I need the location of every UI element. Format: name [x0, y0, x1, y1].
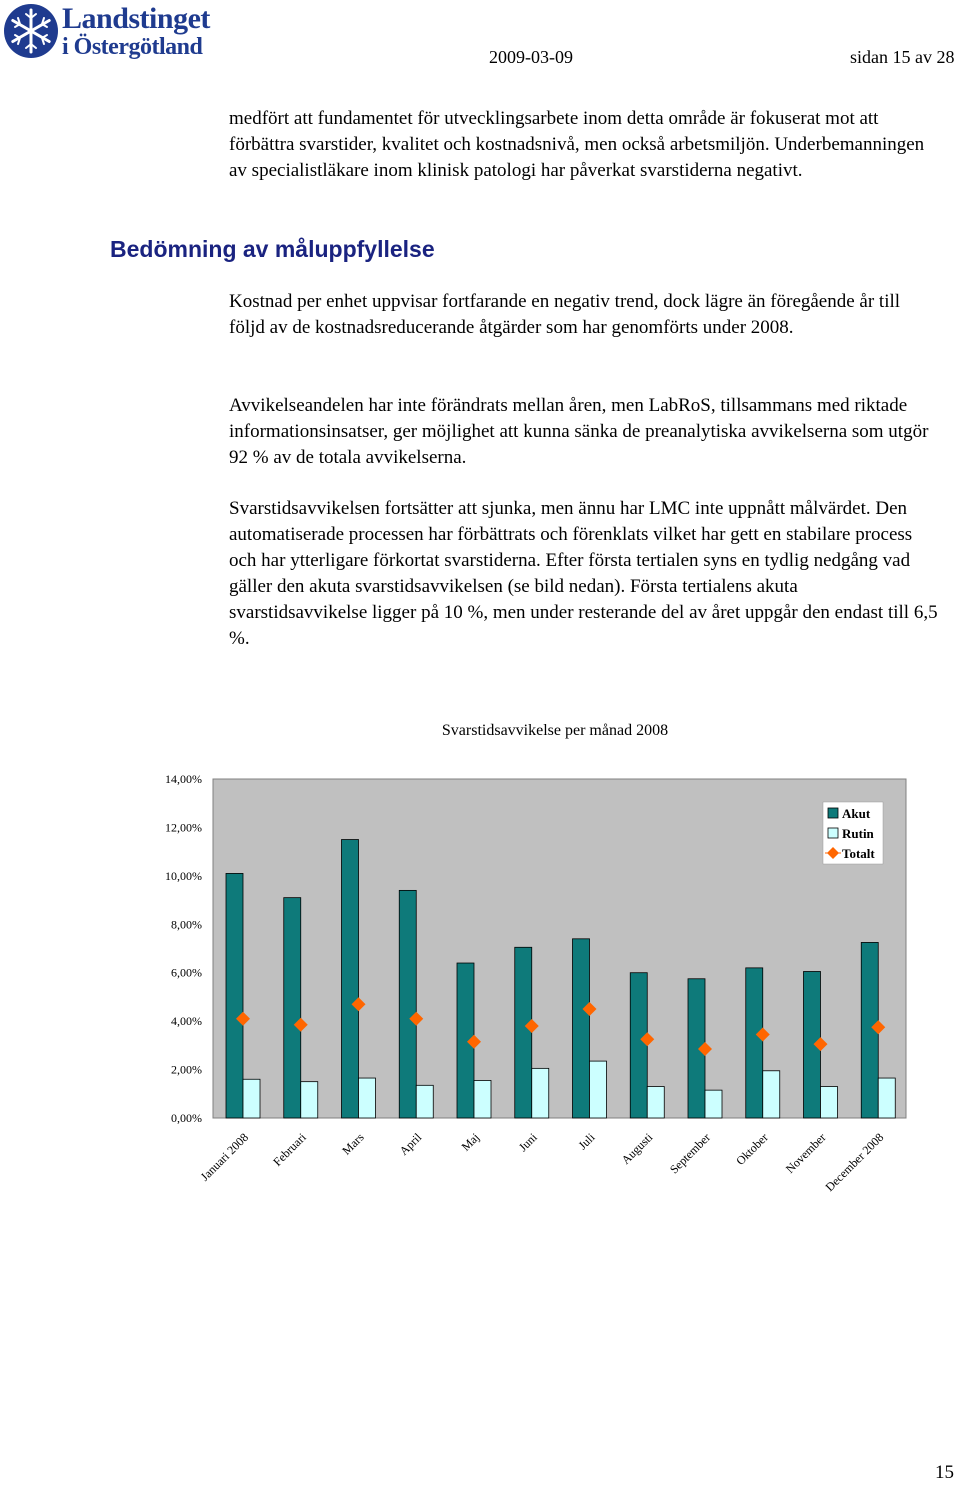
y-tick-label: 6,00% — [171, 965, 202, 980]
x-tick-label: Januari 2008 — [197, 1130, 252, 1184]
legend-rutin-label: Rutin — [842, 826, 874, 841]
bar-rutin — [532, 1068, 549, 1118]
x-tick-label: Februari — [270, 1130, 309, 1169]
chart-title: Svarstidsavvikelse per månad 2008 — [441, 722, 669, 739]
bar-rutin — [878, 1078, 895, 1118]
y-tick-label: 4,00% — [171, 1014, 202, 1029]
y-tick-label: 10,00% — [165, 868, 202, 883]
x-tick-label: Mars — [339, 1130, 367, 1158]
plot-area — [213, 779, 906, 1118]
y-tick-label: 12,00% — [165, 820, 202, 835]
body-paragraph-3: Avvikelseandelen har inte förändrats mellan åren, men LabRoS, tillsammans med riktade informationsinsatser, ger möjlighet att kunna sänka de preanalytiska avvikelserna som utgör 92 % av de totala avvikelserna. — [229, 395, 929, 468]
y-tick-label: 14,00% — [165, 772, 202, 786]
x-tick-label: Augusti — [618, 1130, 656, 1168]
bar-rutin — [647, 1087, 664, 1118]
bar-akut — [515, 947, 532, 1118]
bar-rutin — [243, 1079, 260, 1118]
y-tick-label: 8,00% — [171, 917, 202, 932]
x-tick-label: Juli — [575, 1130, 598, 1153]
legend-totalt-label: Totalt — [842, 846, 875, 861]
logo-text-line2: i Östergötland — [62, 34, 203, 60]
header-date: 2009-03-09 — [489, 47, 573, 67]
body-paragraph-1: medfört att fundamentet för utvecklingsarbete inom detta område är fokuserat mot att förbättra svarstider, kvalitet och kostnadsnivå, men också arbetsmiljön. Underbemanningen av specialistläkare inom klinisk patologi har påverkat svarstiderna negativt. — [229, 108, 925, 181]
x-tick-label: April — [396, 1130, 425, 1159]
bar-rutin — [763, 1071, 780, 1118]
bar-akut — [226, 873, 243, 1118]
x-tick-label: Oktober — [733, 1130, 771, 1168]
logo-text-line1: Landstinget — [62, 2, 210, 35]
bar-rutin — [821, 1087, 838, 1118]
body-paragraph-2: Kostnad per enhet uppvisar fortfarande en negativ trend, dock lägre än föregående år till följd av de kostnadsreducerande åtgärder som har genomförts under 2008. — [229, 291, 901, 338]
snowflake-logo-icon — [2, 2, 60, 60]
y-tick-label: 2,00% — [171, 1062, 202, 1077]
x-tick-label: December 2008 — [822, 1130, 887, 1195]
bar-rutin — [590, 1061, 607, 1118]
section-heading: Bedömning av måluppfyllelse — [110, 236, 435, 262]
bar-akut — [399, 890, 416, 1118]
x-tick-label: Juni — [515, 1130, 540, 1155]
bar-akut — [630, 973, 647, 1118]
x-tick-label: November — [782, 1130, 829, 1176]
header-page-label: sidan 15 av 28 — [850, 47, 955, 67]
bar-akut — [284, 898, 301, 1118]
x-tick-label: September — [666, 1130, 714, 1177]
bar-rutin — [416, 1085, 433, 1118]
y-tick-label: 0,00% — [171, 1111, 202, 1125]
footer-page-number: 15 — [935, 1462, 954, 1483]
x-tick-label: Maj — [458, 1130, 483, 1154]
bar-akut — [342, 840, 359, 1118]
body-paragraph-4: Svarstidsavvikelsen fortsätter att sjunka, men ännu har LMC inte uppnått målvärdet. Den automatiserade processen har förbättrats och förenklats vilket har gett en stabilare process och har ytterligare förkortat svarstiderna. Efter första tertialen syns en tydlig nedgång vad gäller den akuta svarstidsavvikelsen (se bild nedan). Första tertialens akuta svarstidsavvikelse ligger på 10 %, men under resterande del av året uppgår den endast till 6,5 %. — [229, 498, 938, 649]
legend-rutin-swatch — [828, 828, 838, 838]
bar-chart — [0, 760, 960, 1220]
bar-akut — [746, 968, 763, 1118]
legend-akut-swatch — [828, 808, 838, 818]
legend-akut-label: Akut — [842, 806, 871, 821]
bar-rutin — [474, 1080, 491, 1118]
bar-rutin — [359, 1078, 376, 1118]
bar-rutin — [705, 1090, 722, 1118]
logo — [0, 0, 250, 70]
bar-akut — [573, 939, 590, 1118]
bar-rutin — [301, 1082, 318, 1118]
